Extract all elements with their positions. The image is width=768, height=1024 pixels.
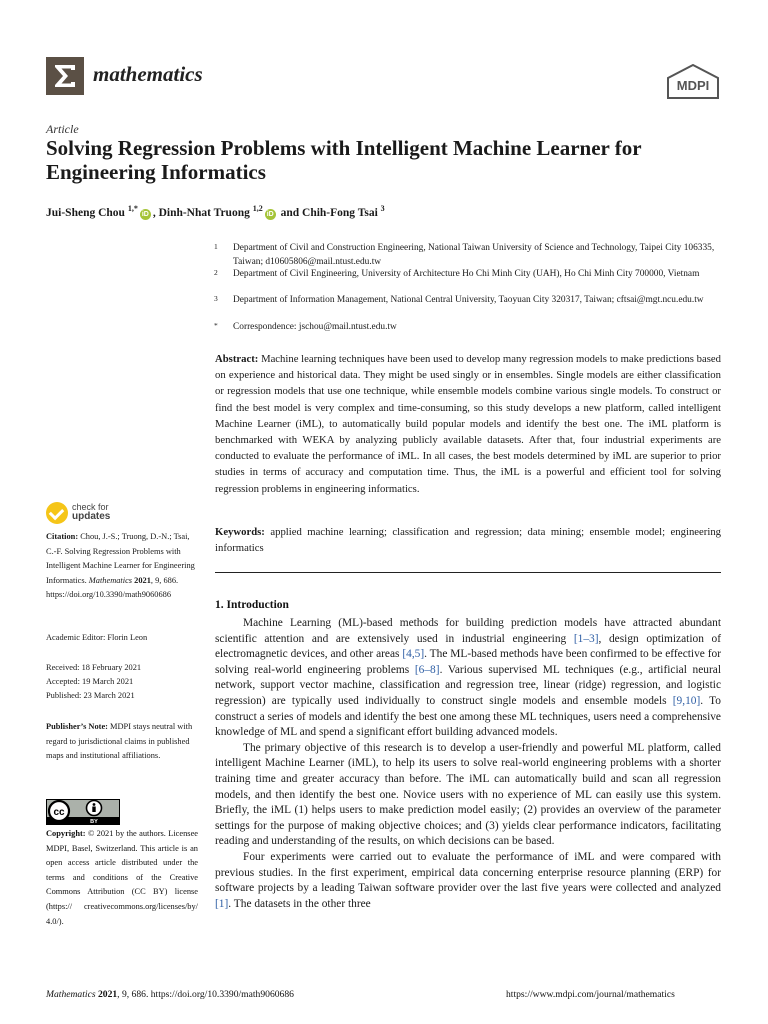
- journal-logo: [46, 57, 84, 95]
- correspondence: [214, 321, 724, 335]
- citation-doi[interactable]: , 9, 686. https://doi.org/10.3390/math9060686: [46, 575, 179, 600]
- note-text: MDPI stays neutral with regard to jurisdictional claims in published maps and institutional affiliations.: [46, 722, 193, 761]
- copyright: [46, 827, 198, 929]
- footer-journal-url[interactable]: https://www.mdpi.com/journal/mathematics: [506, 989, 675, 1000]
- citation-link[interactable]: [6–8]: [414, 663, 440, 676]
- author-list: Jui-Sheng Chou $^{1,*}$iD , Dinh-Nhat Truong $^{1,2}$iD and Chih-Fong Tsai $^3$: [46, 204, 385, 219]
- footer-citation: [46, 989, 294, 1000]
- orcid-icon[interactable]: iD: [266, 210, 274, 218]
- paragraph: The primary objective of this research is to develop a user-friendly and powerful ML platform, called intelligent Machine Learner (iML), to help its users to solve real-world engineering problems with a shorter training time and greater accuracy than before. The iML can automatically build and scan all regression models, and then identify the best one. Novice users with no experience of ML can easily use this system. Briefly, the iML (1) helps users to make prediction model easily; (2) provides an overview of the parameter settings for the purpose of making objective choices; and (3) yields clear performance indicators, facilitating reading and understanding of the results, on which decisions can be based.: [215, 741, 721, 848]
- divider: [215, 572, 721, 573]
- academic-editor: Academic Editor: Florin Leon: [46, 633, 148, 642]
- sigma-icon: [46, 57, 84, 95]
- affiliation-1: [214, 242, 724, 269]
- cc-by-label: BY: [90, 819, 98, 825]
- citation-link[interactable]: [4,5]: [402, 648, 425, 661]
- check-for-updates[interactable]: [46, 501, 146, 527]
- citation-label: Citation:: [46, 532, 79, 541]
- author-conjunction: and: [280, 206, 300, 219]
- author-2[interactable]: Dinh-Nhat Truong: [158, 206, 250, 219]
- author-2-affil: 1,2: [252, 204, 263, 213]
- received-date: Received: 18 February 2021: [46, 663, 142, 672]
- cc-by-license-badge[interactable]: [46, 799, 120, 825]
- affiliation-3: [214, 294, 724, 308]
- check-updates-label: check for: [72, 502, 109, 512]
- check-updates-label: updates: [72, 511, 111, 522]
- check-icon: [46, 502, 68, 524]
- citation-link[interactable]: [9,10]: [672, 694, 701, 707]
- affiliation-2: [214, 268, 724, 282]
- citation-journal: Mathematics: [88, 575, 133, 585]
- footer-doi[interactable]: , 9, 686. https://doi.org/10.3390/math9060686: [117, 989, 294, 1000]
- abstract: [215, 351, 721, 497]
- paragraph: Machine Learning (ML)-based methods for building prediction models have attracted abundant scientific attention and are extensively used in industrial engineering [1–3], design optimization of electromagnetic devices, and other areas [4,5]. The ML-based methods have been confirmed to be effective for solving real-world engineering problems [6–8]. Various supervised ML techniques (e.g., artificial neural network, support vector machine, classification and regression tree, linear (ridge) regression, and logistic regression) are typically used individually to construct single models and ensemble models [9,10]. To construct a series of models and identify the best one among these ML techniques, users need a comprehensive knowledge of ML and spend a significant effort building advanced models.: [215, 617, 721, 739]
- citation-block: [46, 530, 196, 603]
- article-title: Solving Regression Problems with Intelligent Machine Learner for Engineering Informatics: [46, 136, 642, 184]
- section-body: [215, 616, 721, 912]
- affiliation-number: *: [214, 321, 218, 330]
- orcid-icon[interactable]: iD: [141, 210, 149, 218]
- affiliation-number: 1: [214, 242, 218, 251]
- abstract-label: Abstract:: [215, 353, 259, 365]
- citation-text: Chou, J.-S.; Truong, D.-N.; Tsai, C.-F. Solving Regression Problems with Intelligent Machine Learner for Engineering Informatics.: [46, 532, 195, 585]
- keywords-label: Keywords:: [215, 526, 265, 538]
- accepted-date: Accepted: 19 March 2021: [46, 677, 134, 686]
- affiliation-text: Department of Civil and Construction Engineering, National Taiwan University of Science and Technology, Taipei City 106335, Taiwan; d10605806@mail.ntust.edu.tw: [233, 243, 715, 267]
- citation-link[interactable]: [1–3]: [573, 632, 599, 645]
- affiliation-text: Department of Information Management, National Central University, Taoyuan City 320317, Taiwan; cftsai@mgt.ncu.edu.tw: [233, 295, 704, 305]
- section-heading: 1. Introduction: [215, 599, 289, 611]
- affiliation-number: 2: [214, 268, 218, 277]
- author-1-affil: 1,*: [127, 204, 138, 213]
- keywords: [215, 524, 721, 556]
- copyright-label: Copyright:: [46, 829, 86, 838]
- author-3[interactable]: Chih-Fong Tsai: [302, 206, 378, 219]
- author-1[interactable]: Jui-Sheng Chou: [46, 206, 125, 219]
- article-type: Article: [46, 122, 79, 136]
- abstract-text: Machine learning techniques have been used to develop many regression models to make predictions based on experience and historical data. They might be used singly or in ensembles. Single models are either classification or regression models that use one technique, while ensemble models combine various single models. To construct or find the best model is very complex and time-consuming, so this study develops a new platform, called intelligent Machine Learner (iML), to automatically build popular models and identify the best one. The iML platform is benchmarked with WEKA by analyzing publicly available datasets. After that, four industrial experiments are conducted to evaluate the performance of iML. In all cases, the best models determined by iML are superior to prior studies in terms of accuracy and computation time. Thus, the iML is a powerful and efficient tool for solving regression problems in engineering informatics.: [215, 353, 722, 495]
- paragraph: Four experiments were carried out to evaluate the performance of iML and were compared with previous studies. In the first experiment, empirical data concerning enterprise resource planning (ERP) for software projects by a leading Taiwan software provider over the last five years were collected and analyzed [1]. The datasets in the other three: [215, 850, 721, 910]
- mdpi-label: MDPI: [676, 78, 710, 93]
- svg-text:cc: cc: [53, 807, 65, 818]
- footer-journal: Mathematics: [46, 989, 96, 1000]
- copyright-text: © 2021 by the authors. Licensee MDPI, Basel, Switzerland. This article is an open access article distributed under the terms and conditions of the Creative Commons Attribution (CC BY) license (https:// creativecommons.org/licenses/by/ 4.0/).: [46, 829, 198, 926]
- keywords-text: applied machine learning; classification and regression; data mining; ensemble model; engineering informatics: [215, 526, 722, 555]
- affiliation-number: 3: [214, 294, 218, 303]
- footer-year: 2021: [97, 989, 118, 1000]
- mdpi-logo[interactable]: [666, 64, 720, 100]
- affiliation-text: Correspondence: jschou@mail.ntust.edu.tw: [233, 322, 397, 332]
- citation-year: 2021: [134, 575, 151, 585]
- journal-name: mathematics: [93, 62, 203, 86]
- note-label: Publisher’s Note:: [46, 722, 108, 731]
- affiliation-text: Department of Civil Engineering, University of Architecture Ho Chi Minh City (UAH), Ho Chi Minh City 700000, Vietnam: [233, 269, 700, 279]
- author-3-affil: 3: [380, 204, 385, 213]
- publishers-note: [46, 720, 196, 764]
- published-date: Published: 23 March 2021: [46, 691, 135, 700]
- citation-link[interactable]: [1]: [215, 897, 229, 910]
